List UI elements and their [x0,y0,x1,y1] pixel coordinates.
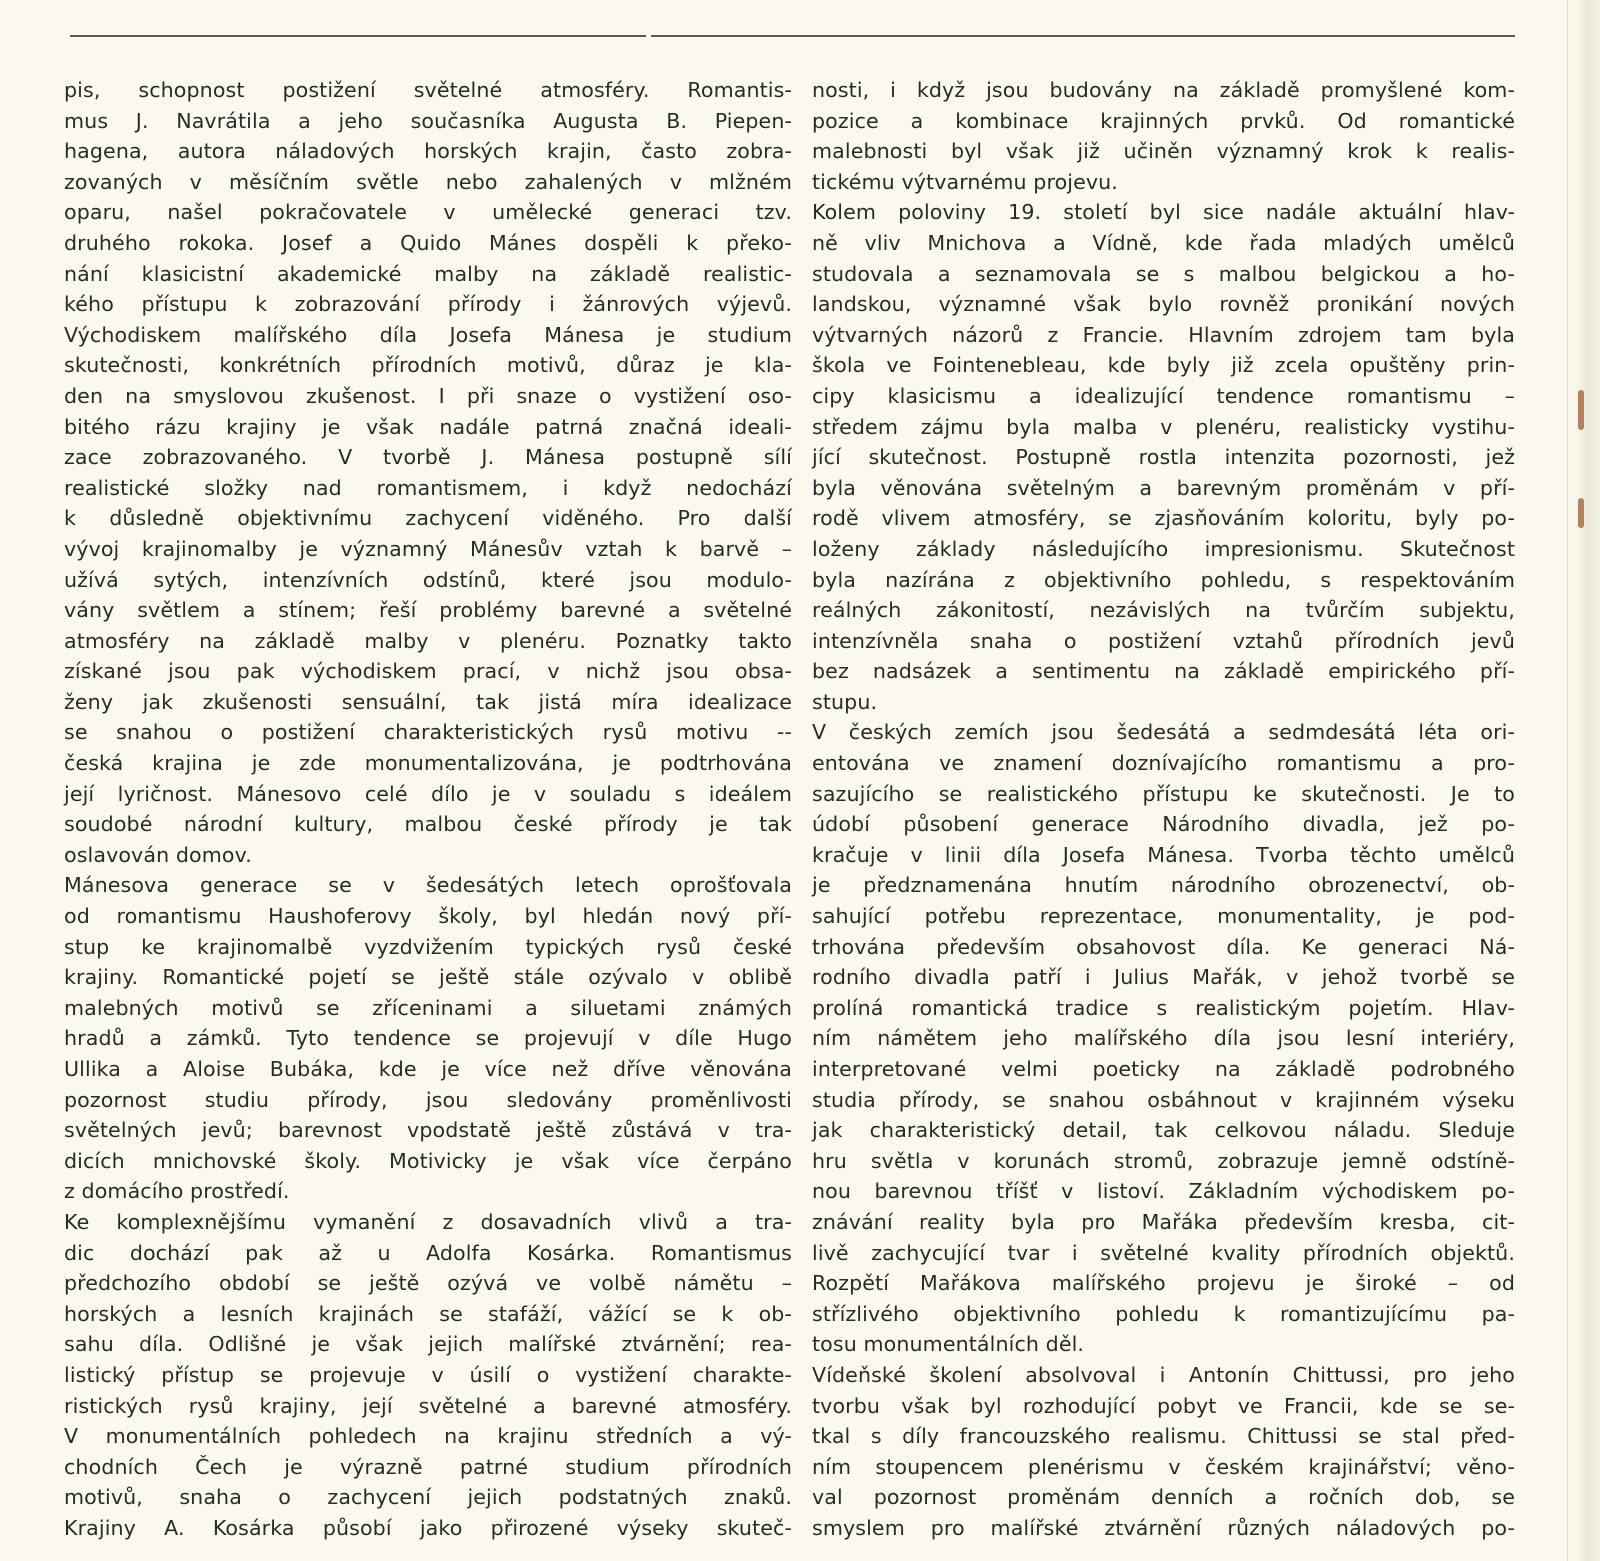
binding-mark [1578,390,1584,430]
binding-mark [1578,498,1584,528]
text-column-left [64,75,792,1544]
text-line: byla nazírána z objektivního pohledu, s respektováním [812,567,1515,592]
text-line: jak charakteristický detail, tak celkovou náladu. Sleduje [812,1118,1515,1143]
text-line: realistické složky nad romantismem, i když nedochází [64,475,792,500]
text-line: škola ve Fointenebleau, kde byly již zcela opuštěny prin- [812,353,1515,378]
text-line: ně vliv Mnichova a Vídně, kde řada mladých umělců [812,230,1515,255]
text-line: česká krajina je zde monumentalizována, je podtrhována [64,751,792,776]
text-line: tvorbu však byl rozhodující pobyt ve Francii, kde se se- [812,1393,1515,1418]
text-line: pis, schopnost postižení světelné atmosféry. Romantis- [64,78,792,102]
text-line: rodního divadla patří i Julius Mařák, v jehož tvorbě se [812,965,1515,990]
text-line: chodních Čech je výrazně patrné studium přírodních [64,1454,792,1479]
text-line: Východiskem malířského díla Josefa Mánesa je studium [64,322,792,347]
text-line: od romantismu Haushoferovy školy, byl hledán nový pří- [64,904,792,929]
text-line: tosu monumentálních děl. [812,1332,1085,1357]
text-line: je předznamenána hnutím národního obrozenectví, ob- [812,873,1515,898]
text-line: malebných motivů se zříceninami a siluetami známých [64,995,792,1020]
text-line: intenzívněla snaha o postižení vztahů přírodních jevů [812,628,1515,653]
text-line: předchozího období se ještě ozývá ve volbě námětu – [64,1271,792,1296]
text-line: trhována především obsahovost díla. Ke generaci Ná- [812,934,1515,959]
text-line: motivů, snaha o zachycení jejich podstatných znaků. [64,1485,792,1510]
text-line: kého přístupu k zobrazování přírody i žánrových výjevů. [64,292,792,317]
text-line: výtvarných názorů z Francie. Hlavním zdrojem tam byla [812,322,1515,347]
text-line: sahu díla. Odlišné je však jejich malířské ztvárnění; rea- [64,1332,792,1357]
text-line: druhého rokoka. Josef a Quido Mánes dospěli k překo- [64,230,792,255]
text-line: zovaných v měsíčním světle nebo zahalených v mlžném [64,169,792,194]
text-line: pozornost studiu přírody, jsou sledovány proměnlivosti [64,1087,792,1112]
text-line: Vídeňské školení absolvoval i Antonín Chittussi, pro jeho [812,1362,1515,1387]
text-line: světelných jevů; barevnost vpodstatě ještě zůstává v tra- [64,1118,792,1143]
text-line: landskou, významné však bylo rovněž pronikání nových [812,292,1515,317]
text-line: tickému výtvarnému projevu. [812,169,1118,194]
text-line: Kolem poloviny 19. století byl sice nadále aktuální hlav- [812,200,1515,225]
text-line: stupu. [812,689,878,714]
text-line: užívá sytých, intenzívních odstínů, které jsou modulo- [64,567,792,592]
header-rule-right [651,35,1515,37]
text-line: atmosféry na základě malby v plenéru. Poznatky takto [64,628,792,653]
text-line: reálných zákonitostí, nezávislých na tvůrčím subjektu, [812,598,1515,623]
text-line: bitého rázu krajiny je však nadále patrná značná ideali- [64,414,792,439]
text-line: dicích mnichovské školy. Motivicky je však více čerpáno [64,1148,792,1173]
text-column-right [812,75,1515,1544]
text-line: byla věnována světelným a barevným proměnám v pří- [812,475,1515,500]
text-line: k důsledně objektivnímu zachycení viděného. Pro další [64,506,792,531]
text-line: Ke komplexnějšímu vymanění z dosavadních vlivů a tra- [64,1209,792,1234]
text-line: listický přístup se projevuje v úsilí o vystižení charakte- [64,1362,792,1387]
text-line: získané jsou pak východiskem prací, v nichž jsou obsa- [64,659,792,684]
text-line: val pozornost proměnám denních a ročních dob, se [812,1485,1515,1510]
text-line: Rozpětí Mařákova malířského projevu je široké – od [812,1271,1515,1296]
text-line: údobí působení generace Národního divadla, jež po- [812,812,1515,837]
text-line: vývoj krajinomalby je významný Mánesův vztah k barvě – [64,536,792,561]
text-line: cipy klasicismu a idealizující tendence romantismu – [812,383,1515,408]
text-line: dic dochází pak až u Adolfa Kosárka. Romantismus [64,1240,792,1265]
text-line: Mánesova generace se v šedesátých letech oprošťovala [64,873,792,898]
text-line: soudobé národní kultury, malbou české přírody je tak [64,812,792,837]
text-line: pozice a kombinace krajinných prvků. Od romantické [812,108,1515,133]
text-line: oparu, našel pokračovatele v umělecké generaci tzv. [64,200,792,225]
text-line: se snahou o postižení charakteristických rysů motivu -- [64,720,792,745]
text-line: loženy základy následujícího impresionismu. Skutečnost [812,536,1515,561]
text-line: studovala a seznamovala se s malbou belgickou a ho- [812,261,1515,286]
text-line: nání klasicistní akademické malby na základě realistic- [64,261,792,286]
text-line: sazujícího se realistického přístupu ke skutečnosti. Je to [812,781,1515,806]
text-line: ním stoupencem plenérismu v českém krajinářství; věno- [812,1454,1515,1479]
text-line: hru světla v korunách stromů, zobrazuje jemně odstíně- [812,1148,1515,1173]
text-line: jící skutečnost. Postupně rostla intenzita pozornosti, jež [812,445,1515,470]
text-line: kračuje v linii díla Josefa Mánesa. Tvorba těchto umělců [812,842,1515,867]
text-line: den na smyslovou zkušenost. I při snaze o vystižení oso- [64,383,792,408]
text-line: hradů a zámků. Tyto tendence se projevují v díle Hugo [64,1026,792,1051]
text-line: studia přírody, se snahou osbáhnout v krajinném výseku [812,1087,1515,1112]
text-line: střízlivého objektivního pohledu k romantizujícímu pa- [812,1301,1515,1326]
text-line: ním námětem jeho malířského díla jsou lesní interiéry, [812,1026,1515,1051]
text-line: z domácího prostředí. [64,1179,290,1204]
text-line: hagena, autora náladových horských krajin, často zobra- [64,139,792,164]
text-line: tkal s díly francouzského realismu. Chittussi se stal před- [812,1424,1515,1449]
text-line: entována ve znamení doznívajícího romantismu a pro- [812,751,1515,776]
text-line: rodě vlivem atmosféry, se zjasňováním koloritu, byly po- [812,506,1515,531]
text-line: stup ke krajinomalbě vyzdvižením typických rysů české [64,934,792,959]
text-line: smyslem pro malířské ztvárnění různých náladových po- [812,1515,1515,1540]
text-line: Krajiny A. Kosárka působí jako přirozené výseky skuteč- [64,1515,792,1540]
text-line: její lyričnost. Mánesovo celé dílo je v souladu s ideálem [64,781,792,806]
text-line: mus J. Navrátila a jeho současníka Augusta B. Piepen- [64,108,792,133]
text-line: prolíná romantická tradice s realistickým pojetím. Hlav- [812,995,1515,1020]
text-line: vány světlem a stínem; řeší problémy barevné a světelné [64,598,792,623]
text-line: V českých zemích jsou šedesátá a sedmdesátá léta ori- [812,720,1515,745]
text-line: znávání reality byla pro Mařáka především kresba, cit- [812,1209,1515,1234]
text-line: Ullika a Aloise Bubáka, kde je více než dříve věnována [64,1057,792,1081]
text-line: zace zobrazovaného. V tvorbě J. Mánesa postupně sílí [64,445,792,470]
text-line: ženy jak zkušenosti sensuální, tak jistá míra idealizace [64,689,792,714]
text-line: bez nadsázek a sentimentu na základě empirického pří- [812,659,1515,684]
text-line: V monumentálních pohledech na krajinu středních a vý- [64,1424,792,1449]
page-edge [1567,0,1600,1561]
text-line: malebnosti byl však již učiněn významný krok k realis- [812,139,1515,164]
text-line: sahující potřebu reprezentace, monumentality, je pod- [812,904,1515,929]
text-line: oslavován domov. [64,842,252,867]
text-line: středem zájmu byla malba v plenéru, realisticky vystihu- [812,414,1515,439]
header-rule-left [70,35,646,37]
text-line: nou barevnou tříšť v listoví. Základním východiskem po- [812,1179,1515,1204]
text-line: livě zachycující tvar i světelné kvality přírodních objektů. [812,1240,1515,1265]
text-line: skutečnosti, konkrétních přírodních motivů, důraz je kla- [64,353,792,378]
text-line: horských a lesních krajinách se stafáží, vážící se k ob- [64,1301,792,1326]
text-line: krajiny. Romantické pojetí se ještě stále ozývalo v oblibě [64,965,792,990]
text-line: nosti, i když jsou budovány na základě promyšlené kom- [812,78,1515,102]
text-line: interpretované velmi poeticky na základě podrobného [812,1057,1515,1081]
text-line: ristických rysů krajiny, její světelné a barevné atmosféry. [64,1393,792,1418]
